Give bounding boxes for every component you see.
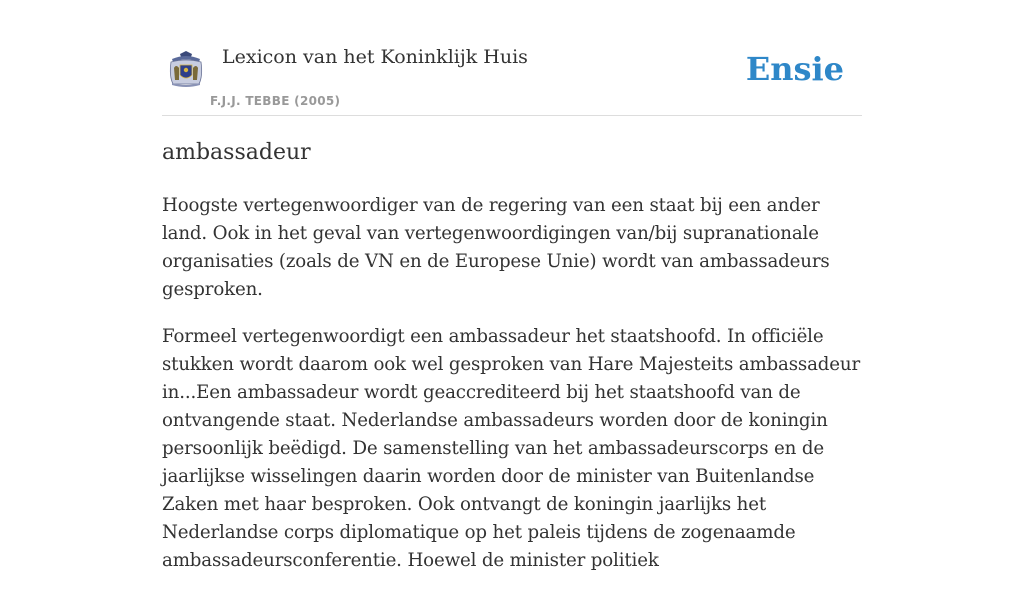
- entry-body: [162, 192, 862, 594]
- entry-paragraph: Hoogste vertegenwoordiger van de regering van een staat bij een ander land. Ook in het geval van vertegenwoordigingen van/bij supranationale organisaties (zoals de VN en de Europese Unie) wordt van ambassadeurs gesproken.: [162, 195, 830, 300]
- source-title[interactable]: Lexicon van het Koninklijk Huis: [222, 46, 528, 68]
- entry-title: ambassadeur: [162, 140, 311, 165]
- ensie-logo-link[interactable]: Ensie: [745, 50, 844, 88]
- source-author: F.J.J. TEBBE (2005): [210, 94, 341, 108]
- royal-coat-of-arms-icon: [166, 50, 206, 90]
- page-header: [162, 0, 862, 116]
- entry-paragraph: Formeel vertegenwoordigt een ambassadeur het staatshoofd. In officiële stukken wordt daarom ook wel gesproken van Hare Majesteits ambassadeur in...Een ambassadeur wordt geaccrediteerd bij het staatshoofd van de ontvangende staat. Nederlandse ambassadeurs worden door de koningin persoonlijk beëdigd. De samenstelling van het ambassadeurscorps en de jaarlijkse wisselingen daarin worden door de minister van Buitenlandse Zaken met haar besproken. Ook ontvangt de koningin jaarlijks het Nederlandse corps diplomatique op het paleis tijdens de zogenaamde ambassadeursconferentie. Hoewel de minister politiek: [162, 326, 861, 571]
